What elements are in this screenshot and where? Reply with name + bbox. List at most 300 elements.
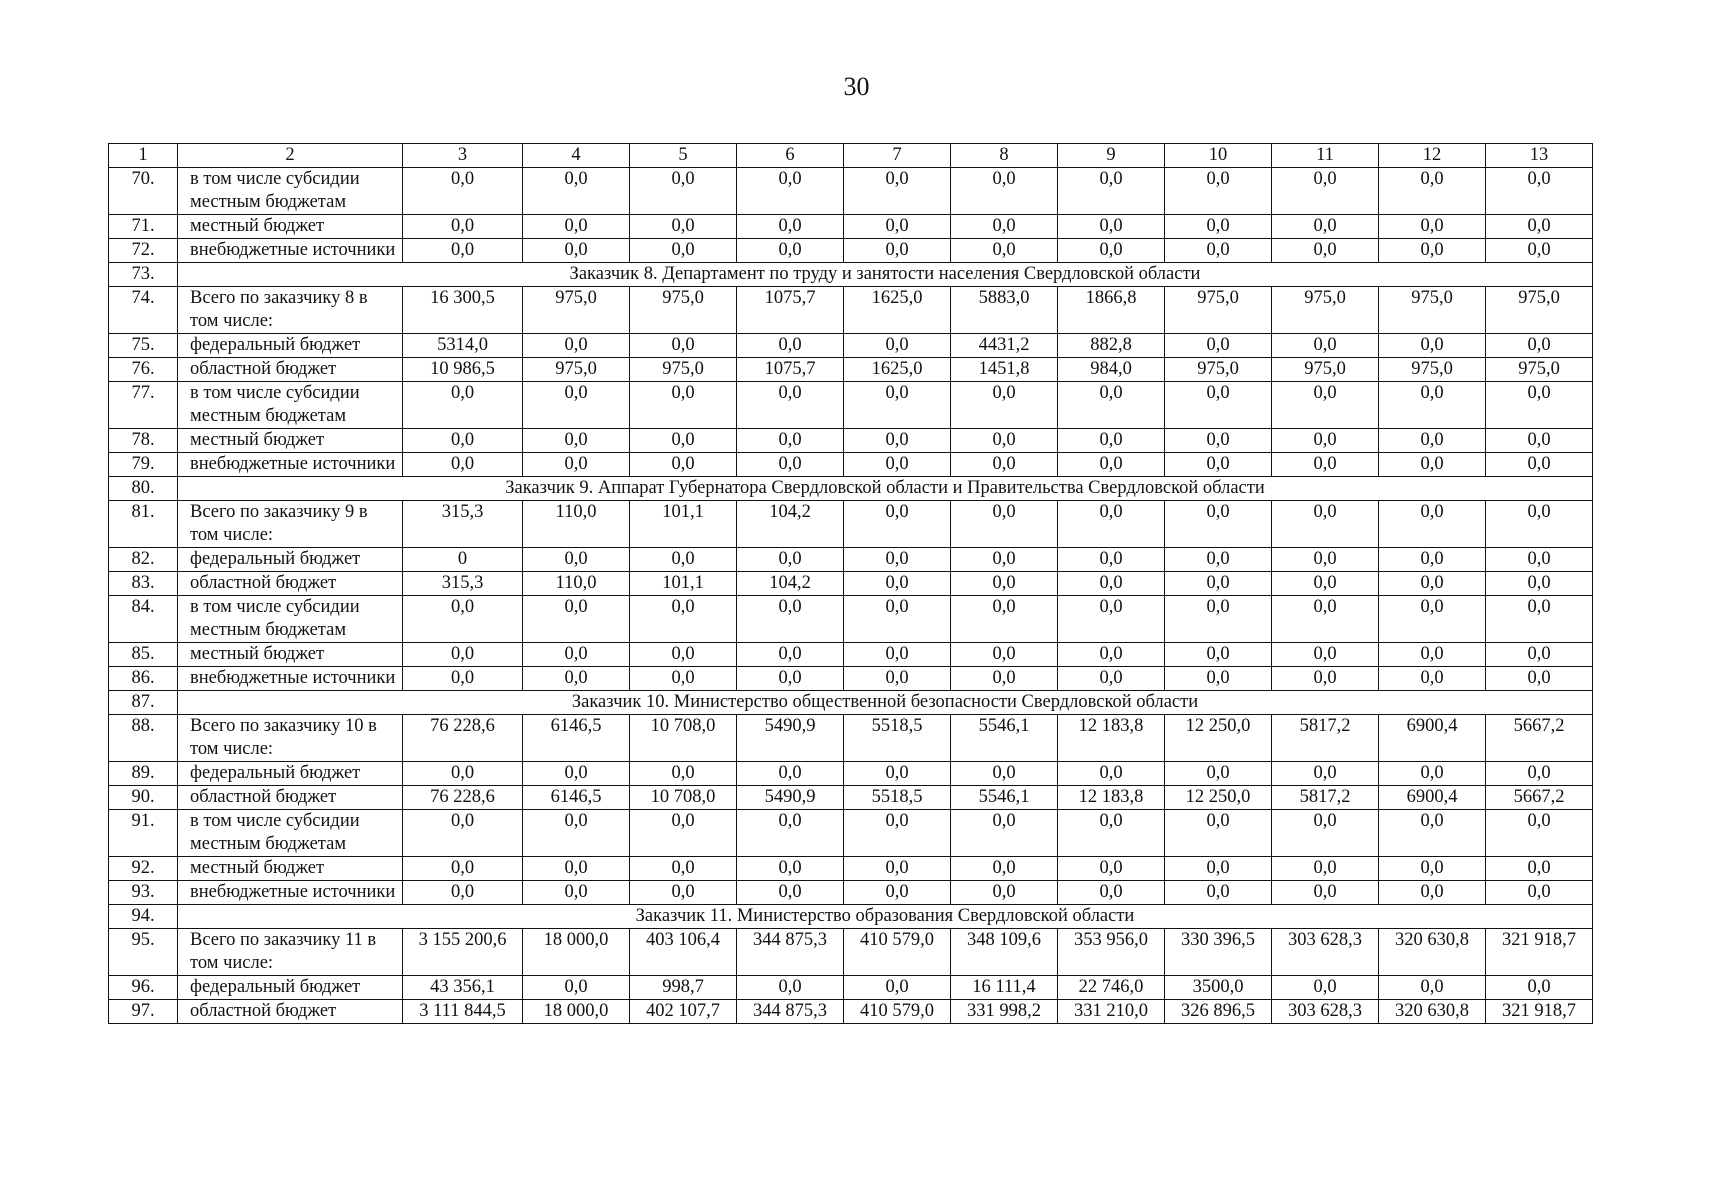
value-cell: 0,0 [844,643,951,667]
value-cell: 5667,2 [1486,786,1593,810]
value-cell: 410 579,0 [844,1000,951,1024]
value-cell: 0,0 [844,667,951,691]
row-label: внебюджетные источники [178,667,403,691]
value-cell: 6900,4 [1379,715,1486,762]
value-cell: 0,0 [1486,548,1593,572]
row-label: федеральный бюджет [178,334,403,358]
value-cell: 0,0 [523,857,630,881]
value-cell: 0,0 [844,429,951,453]
value-cell: 0,0 [523,596,630,643]
row-number: 88. [109,715,178,762]
value-cell: 0,0 [1379,453,1486,477]
value-cell: 353 956,0 [1058,929,1165,976]
value-cell: 0,0 [630,548,737,572]
value-cell: 0,0 [951,215,1058,239]
table-row [109,287,1593,334]
value-cell: 1075,7 [737,287,844,334]
value-cell: 0,0 [1165,429,1272,453]
value-cell: 0,0 [523,881,630,905]
value-cell: 975,0 [630,358,737,382]
column-header: 3 [403,144,523,168]
value-cell: 0,0 [523,215,630,239]
value-cell: 0,0 [844,572,951,596]
value-cell: 320 630,8 [1379,1000,1486,1024]
value-cell: 975,0 [1165,287,1272,334]
column-header: 12 [1379,144,1486,168]
section-row [109,691,1593,715]
row-label: в том числе субсидии местным бюджетам [178,382,403,429]
value-cell: 10 708,0 [630,786,737,810]
value-cell: 0 [403,548,523,572]
value-cell: 0,0 [1272,548,1379,572]
value-cell: 0,0 [737,429,844,453]
value-cell: 0,0 [1379,382,1486,429]
value-cell: 0,0 [1379,168,1486,215]
value-cell: 975,0 [523,287,630,334]
section-title: Заказчик 8. Департамент по труду и занятости населения Свердловской области [178,263,1593,287]
value-cell: 0,0 [523,429,630,453]
value-cell: 0,0 [951,572,1058,596]
value-cell: 0,0 [403,857,523,881]
value-cell: 0,0 [523,382,630,429]
value-cell: 303 628,3 [1272,929,1379,976]
value-cell: 0,0 [1272,596,1379,643]
value-cell: 0,0 [844,239,951,263]
value-cell: 0,0 [737,215,844,239]
table-row [109,382,1593,429]
column-header: 8 [951,144,1058,168]
value-cell: 975,0 [1379,287,1486,334]
table-body [109,144,1593,1024]
value-cell: 0,0 [1165,382,1272,429]
column-header: 10 [1165,144,1272,168]
value-cell: 16 111,4 [951,976,1058,1000]
value-cell: 0,0 [1272,667,1379,691]
table-row [109,976,1593,1000]
value-cell: 0,0 [1272,810,1379,857]
value-cell: 1625,0 [844,287,951,334]
table-row [109,596,1593,643]
column-header: 6 [737,144,844,168]
section-row [109,477,1593,501]
value-cell: 0,0 [403,596,523,643]
value-cell: 0,0 [1272,239,1379,263]
value-cell: 0,0 [1165,762,1272,786]
value-cell: 321 918,7 [1486,1000,1593,1024]
value-cell: 410 579,0 [844,929,951,976]
value-cell: 16 300,5 [403,287,523,334]
value-cell: 0,0 [951,881,1058,905]
value-cell: 0,0 [1379,334,1486,358]
value-cell: 0,0 [844,334,951,358]
value-cell: 0,0 [844,762,951,786]
value-cell: 0,0 [844,596,951,643]
table-header-row [109,144,1593,168]
value-cell: 0,0 [951,643,1058,667]
value-cell: 5546,1 [951,715,1058,762]
value-cell: 0,0 [737,976,844,1000]
value-cell: 18 000,0 [523,1000,630,1024]
column-header: 9 [1058,144,1165,168]
row-label: областной бюджет [178,358,403,382]
value-cell: 0,0 [1379,667,1486,691]
value-cell: 104,2 [737,572,844,596]
value-cell: 0,0 [1272,643,1379,667]
value-cell: 0,0 [630,382,737,429]
value-cell: 110,0 [523,572,630,596]
value-cell: 0,0 [523,643,630,667]
column-header: 5 [630,144,737,168]
value-cell: 5817,2 [1272,715,1379,762]
value-cell: 22 746,0 [1058,976,1165,1000]
value-cell: 0,0 [737,810,844,857]
value-cell: 0,0 [1379,501,1486,548]
value-cell: 0,0 [1165,810,1272,857]
table-row [109,881,1593,905]
value-cell: 0,0 [1058,453,1165,477]
value-cell: 984,0 [1058,358,1165,382]
value-cell: 0,0 [951,429,1058,453]
value-cell: 76 228,6 [403,786,523,810]
value-cell: 76 228,6 [403,715,523,762]
column-header: 4 [523,144,630,168]
value-cell: 0,0 [523,976,630,1000]
value-cell: 0,0 [1165,453,1272,477]
value-cell: 0,0 [1165,643,1272,667]
value-cell: 0,0 [737,548,844,572]
value-cell: 0,0 [844,382,951,429]
value-cell: 0,0 [630,596,737,643]
row-label: в том числе субсидии местным бюджетам [178,168,403,215]
value-cell: 0,0 [1272,382,1379,429]
row-label: Всего по заказчику 11 в том числе: [178,929,403,976]
value-cell: 0,0 [1379,762,1486,786]
value-cell: 0,0 [1379,572,1486,596]
value-cell: 43 356,1 [403,976,523,1000]
value-cell: 6146,5 [523,715,630,762]
budget-table [108,143,1593,1024]
value-cell: 0,0 [1272,976,1379,1000]
value-cell: 330 396,5 [1165,929,1272,976]
value-cell: 998,7 [630,976,737,1000]
value-cell: 0,0 [1379,857,1486,881]
row-label: местный бюджет [178,857,403,881]
value-cell: 0,0 [630,168,737,215]
value-cell: 0,0 [737,643,844,667]
value-cell: 0,0 [1058,881,1165,905]
value-cell: 0,0 [523,810,630,857]
table-row [109,358,1593,382]
row-number: 81. [109,501,178,548]
row-number: 87. [109,691,178,715]
value-cell: 0,0 [403,429,523,453]
value-cell: 0,0 [523,239,630,263]
value-cell: 0,0 [403,382,523,429]
value-cell: 0,0 [403,667,523,691]
value-cell: 1075,7 [737,358,844,382]
value-cell: 0,0 [1379,548,1486,572]
value-cell: 3500,0 [1165,976,1272,1000]
column-header: 7 [844,144,951,168]
row-label: внебюджетные источники [178,453,403,477]
value-cell: 18 000,0 [523,929,630,976]
value-cell: 0,0 [844,548,951,572]
row-number: 72. [109,239,178,263]
value-cell: 0,0 [1486,643,1593,667]
value-cell: 0,0 [1165,548,1272,572]
value-cell: 0,0 [1058,762,1165,786]
value-cell: 0,0 [1379,215,1486,239]
value-cell: 0,0 [1058,857,1165,881]
value-cell: 0,0 [844,881,951,905]
row-label: областной бюджет [178,1000,403,1024]
value-cell: 344 875,3 [737,1000,844,1024]
value-cell: 0,0 [1272,429,1379,453]
value-cell: 0,0 [1058,239,1165,263]
value-cell: 0,0 [1486,382,1593,429]
value-cell: 348 109,6 [951,929,1058,976]
value-cell: 0,0 [737,596,844,643]
value-cell: 0,0 [630,334,737,358]
row-label: Всего по заказчику 9 в том числе: [178,501,403,548]
value-cell: 0,0 [1272,215,1379,239]
value-cell: 975,0 [1486,358,1593,382]
table-row [109,786,1593,810]
row-number: 70. [109,168,178,215]
row-number: 93. [109,881,178,905]
value-cell: 0,0 [403,810,523,857]
value-cell: 0,0 [1165,334,1272,358]
table-row [109,453,1593,477]
value-cell: 975,0 [1272,358,1379,382]
value-cell: 10 986,5 [403,358,523,382]
row-label: федеральный бюджет [178,762,403,786]
value-cell: 6146,5 [523,786,630,810]
value-cell: 0,0 [630,762,737,786]
value-cell: 320 630,8 [1379,929,1486,976]
value-cell: 0,0 [403,453,523,477]
column-header: 2 [178,144,403,168]
value-cell: 0,0 [737,382,844,429]
row-number: 83. [109,572,178,596]
value-cell: 12 183,8 [1058,715,1165,762]
column-header: 1 [109,144,178,168]
value-cell: 101,1 [630,501,737,548]
row-number: 89. [109,762,178,786]
value-cell: 403 106,4 [630,929,737,976]
section-row [109,263,1593,287]
value-cell: 326 896,5 [1165,1000,1272,1024]
row-number: 85. [109,643,178,667]
value-cell: 0,0 [1486,453,1593,477]
value-cell: 0,0 [1058,382,1165,429]
value-cell: 975,0 [1379,358,1486,382]
value-cell: 0,0 [1058,810,1165,857]
value-cell: 0,0 [737,667,844,691]
value-cell: 0,0 [630,881,737,905]
row-label: федеральный бюджет [178,976,403,1000]
section-title: Заказчик 10. Министерство общественной безопасности Свердловской области [178,691,1593,715]
value-cell: 5518,5 [844,786,951,810]
value-cell: 0,0 [1058,215,1165,239]
value-cell: 0,0 [403,168,523,215]
value-cell: 0,0 [1379,881,1486,905]
value-cell: 0,0 [1486,857,1593,881]
table-row [109,1000,1593,1024]
value-cell: 0,0 [844,215,951,239]
value-cell: 315,3 [403,572,523,596]
value-cell: 0,0 [1379,239,1486,263]
value-cell: 0,0 [844,453,951,477]
value-cell: 5546,1 [951,786,1058,810]
value-cell: 5667,2 [1486,715,1593,762]
value-cell: 0,0 [951,453,1058,477]
value-cell: 0,0 [1379,810,1486,857]
value-cell: 0,0 [1486,215,1593,239]
row-label: Всего по заказчику 10 в том числе: [178,715,403,762]
value-cell: 0,0 [523,667,630,691]
value-cell: 0,0 [737,334,844,358]
row-label: местный бюджет [178,643,403,667]
value-cell: 0,0 [951,810,1058,857]
value-cell: 0,0 [1272,168,1379,215]
table-row [109,239,1593,263]
value-cell: 5883,0 [951,287,1058,334]
value-cell: 0,0 [630,667,737,691]
value-cell: 0,0 [523,762,630,786]
section-title: Заказчик 9. Аппарат Губернатора Свердловской области и Правительства Свердловской области [178,477,1593,501]
value-cell: 0,0 [737,762,844,786]
value-cell: 0,0 [630,810,737,857]
value-cell: 0,0 [737,453,844,477]
value-cell: 0,0 [951,667,1058,691]
value-cell: 0,0 [1058,548,1165,572]
value-cell: 10 708,0 [630,715,737,762]
table-row [109,429,1593,453]
value-cell: 5518,5 [844,715,951,762]
value-cell: 4431,2 [951,334,1058,358]
row-label: областной бюджет [178,786,403,810]
value-cell: 0,0 [1058,596,1165,643]
column-header: 13 [1486,144,1593,168]
value-cell: 0,0 [1486,596,1593,643]
row-number: 76. [109,358,178,382]
value-cell: 0,0 [1272,572,1379,596]
value-cell: 0,0 [1165,667,1272,691]
value-cell: 5817,2 [1272,786,1379,810]
value-cell: 0,0 [403,762,523,786]
value-cell: 402 107,7 [630,1000,737,1024]
value-cell: 975,0 [1165,358,1272,382]
value-cell: 0,0 [1272,762,1379,786]
value-cell: 0,0 [403,239,523,263]
value-cell: 1625,0 [844,358,951,382]
value-cell: 0,0 [1165,596,1272,643]
row-label: местный бюджет [178,429,403,453]
value-cell: 315,3 [403,501,523,548]
value-cell: 101,1 [630,572,737,596]
row-label: внебюджетные источники [178,239,403,263]
table-row [109,168,1593,215]
value-cell: 0,0 [1165,215,1272,239]
value-cell: 0,0 [1058,429,1165,453]
value-cell: 0,0 [403,643,523,667]
column-header: 11 [1272,144,1379,168]
value-cell: 1451,8 [951,358,1058,382]
page-number: 30 [843,72,870,101]
value-cell: 0,0 [1486,572,1593,596]
value-cell: 0,0 [1486,667,1593,691]
value-cell: 0,0 [1379,429,1486,453]
value-cell: 0,0 [951,501,1058,548]
row-number: 71. [109,215,178,239]
value-cell: 0,0 [523,453,630,477]
value-cell: 0,0 [844,976,951,1000]
value-cell: 0,0 [1058,643,1165,667]
value-cell: 0,0 [523,548,630,572]
value-cell: 0,0 [630,857,737,881]
value-cell: 0,0 [844,501,951,548]
value-cell: 0,0 [1486,881,1593,905]
table-row [109,572,1593,596]
value-cell: 0,0 [630,215,737,239]
value-cell: 5314,0 [403,334,523,358]
row-number: 91. [109,810,178,857]
value-cell: 3 155 200,6 [403,929,523,976]
row-number: 80. [109,477,178,501]
value-cell: 0,0 [844,810,951,857]
value-cell: 3 111 844,5 [403,1000,523,1024]
row-label: местный бюджет [178,215,403,239]
value-cell: 0,0 [403,881,523,905]
value-cell: 0,0 [523,334,630,358]
row-number: 73. [109,263,178,287]
value-cell: 0,0 [1165,168,1272,215]
value-cell: 0,0 [737,881,844,905]
value-cell: 0,0 [1486,762,1593,786]
value-cell: 12 250,0 [1165,715,1272,762]
value-cell: 110,0 [523,501,630,548]
value-cell: 0,0 [1486,810,1593,857]
value-cell: 975,0 [630,287,737,334]
table-row [109,334,1593,358]
row-label: федеральный бюджет [178,548,403,572]
value-cell: 0,0 [1165,881,1272,905]
value-cell: 0,0 [737,168,844,215]
value-cell: 0,0 [1486,168,1593,215]
value-cell: 882,8 [1058,334,1165,358]
value-cell: 0,0 [1058,667,1165,691]
value-cell: 1866,8 [1058,287,1165,334]
value-cell: 0,0 [951,168,1058,215]
value-cell: 0,0 [1486,501,1593,548]
section-row [109,905,1593,929]
value-cell: 0,0 [951,857,1058,881]
value-cell: 104,2 [737,501,844,548]
row-number: 75. [109,334,178,358]
row-number: 79. [109,453,178,477]
value-cell: 0,0 [951,762,1058,786]
value-cell: 0,0 [630,643,737,667]
value-cell: 0,0 [1379,643,1486,667]
value-cell: 303 628,3 [1272,1000,1379,1024]
value-cell: 321 918,7 [1486,929,1593,976]
value-cell: 344 875,3 [737,929,844,976]
row-number: 96. [109,976,178,1000]
value-cell: 0,0 [1165,572,1272,596]
row-number: 97. [109,1000,178,1024]
value-cell: 0,0 [951,382,1058,429]
